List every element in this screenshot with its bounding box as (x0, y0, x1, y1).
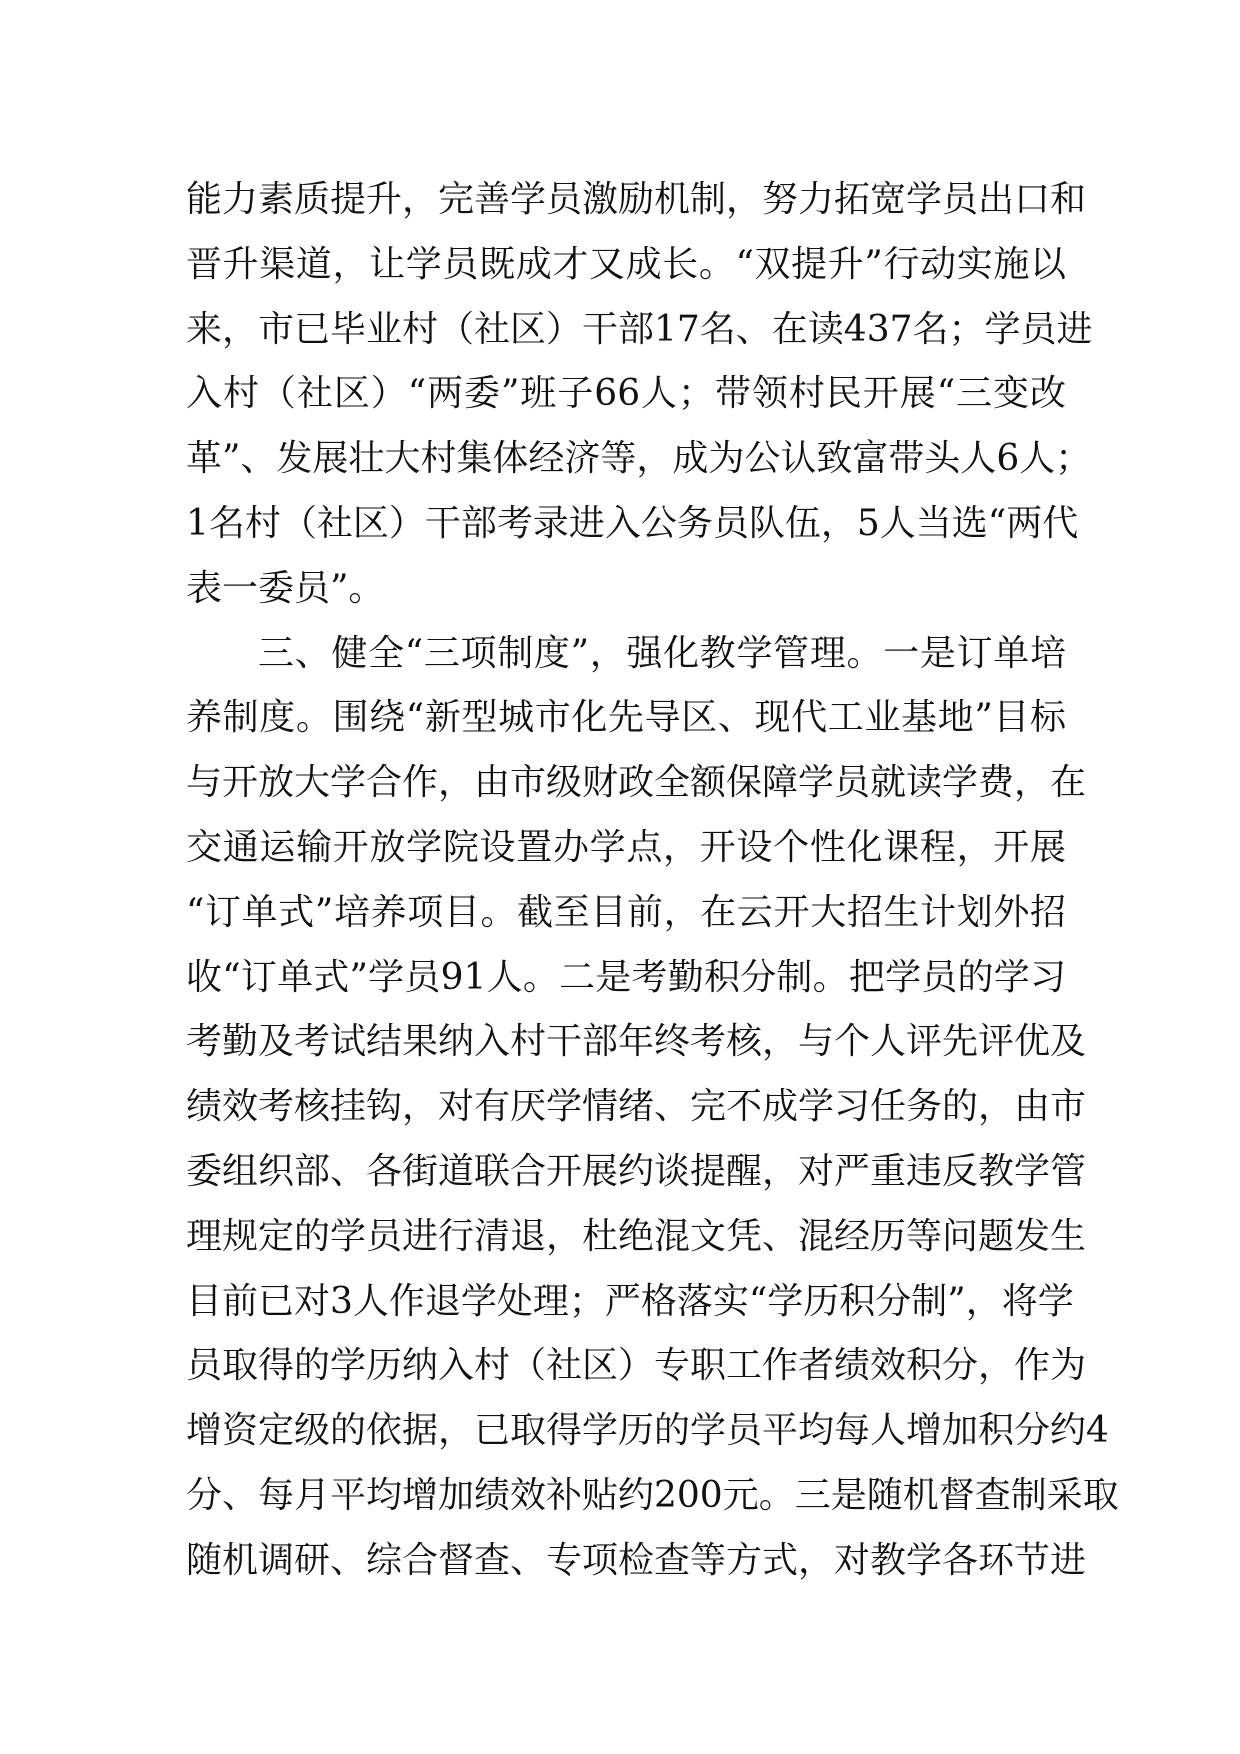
paragraph-line: 委组织部、各街道联合开展约谈提醒，对严重违反教学管 (186, 1150, 1087, 1192)
paragraph-line: 1名村（社区）干部考录进入公务员队伍，5人当选“两代 (186, 502, 1079, 544)
paragraph-line: 随机调研、综合督查、专项检查等方式，对教学各环节进 (186, 1539, 1087, 1581)
paragraph-line: 考勤及考试结果纳入村干部年终考核，与个人评先评优及 (186, 1021, 1087, 1063)
paragraph-1 (186, 168, 1093, 622)
paragraph-line: 收“订单式”学员91人。二是考勤积分制。把学员的学习 (186, 956, 1066, 998)
paragraph-line: 理规定的学员进行清退，杜绝混文凭、混经历等问题发生 (186, 1215, 1087, 1257)
paragraph-line: 绩效考核挂钩，对有厌学情绪、完不成学习任务的，由市 (186, 1086, 1087, 1128)
paragraph-line: 革”、发展壮大村集体经济等，成为公认致富带头人6人； (186, 438, 1092, 480)
paragraph-line: 晋升渠道，让学员既成才又成长。“双提升”行动实施以 (186, 243, 1066, 285)
paragraph-line: 入村（社区）“两委”班子66人；带领村民开展“三变改 (186, 373, 1066, 415)
paragraph-line: 分、每月平均增加绩效补贴约200元。三是随机督查制采取 (186, 1474, 1119, 1516)
paragraph-line: 交通运输开放学院设置办学点，开设个性化课程，开展 (186, 826, 1066, 868)
paragraph-line: 员取得的学历纳入村（社区）专职工作者绩效积分，作为 (186, 1345, 1087, 1387)
paragraph-line: 表一委员”。 (186, 567, 385, 609)
paragraph-line: 能力素质提升，完善学员激励机制，努力拓宽学员出口和 (186, 179, 1087, 220)
paragraph-line: 与开放大学合作，由市级财政全额保障学员就读学费，在 (186, 762, 1087, 804)
paragraph-line: 来，市已毕业村（社区）干部17名、在读437名；学员进 (186, 308, 1093, 350)
paragraph-line: 三、健全“三项制度”，强化教学管理。一是订单培 (258, 632, 1066, 674)
paragraph-line: 养制度。围绕“新型城市化先导区、现代工业基地”目标 (186, 697, 1066, 739)
paragraph-2 (186, 622, 1119, 1594)
paragraph-line: 目前已对3人作退学处理；严格落实“学历积分制”，将学 (186, 1280, 1074, 1322)
document-body (186, 168, 1119, 1594)
paragraph-line: 增资定级的依据，已取得学历的学员平均每人增加积分约4 (186, 1410, 1109, 1452)
paragraph-line: “订单式”培养项目。截至目前，在云开大招生计划外招 (186, 891, 1066, 933)
